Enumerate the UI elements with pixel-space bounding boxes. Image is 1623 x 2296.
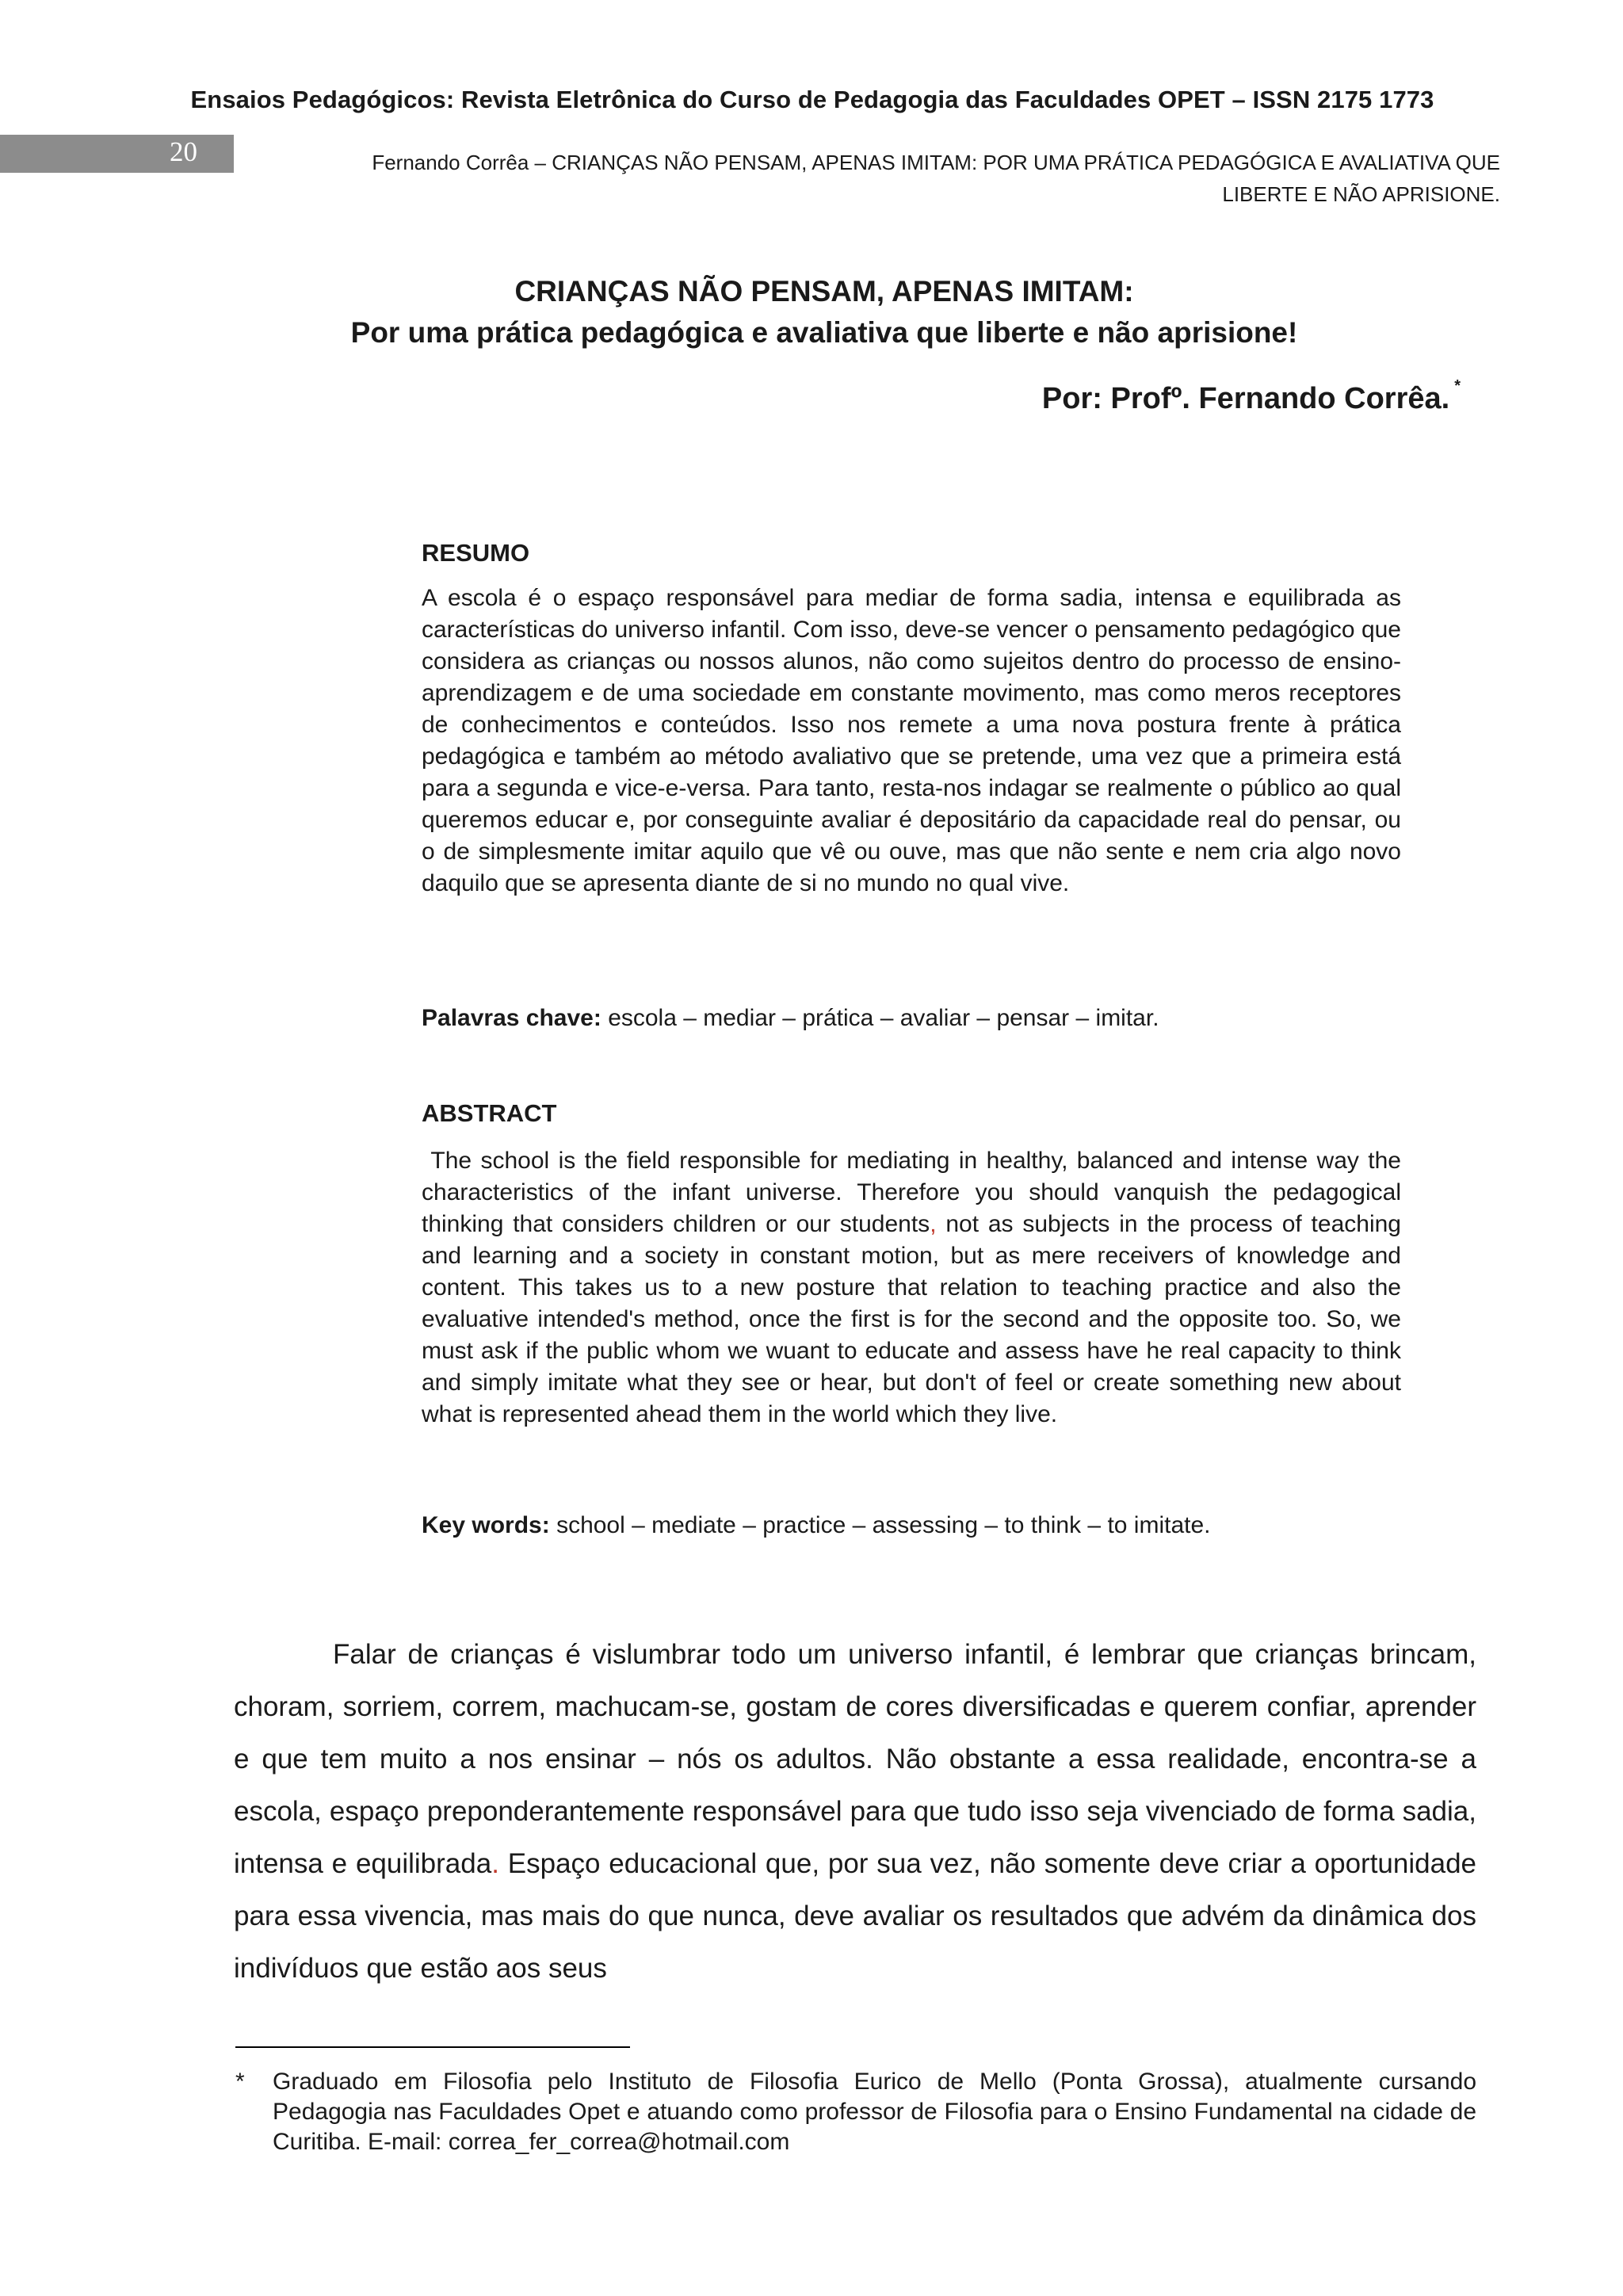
footnote <box>235 2067 1476 2157</box>
author-byline <box>1041 377 1461 416</box>
article-title <box>158 271 1490 353</box>
key-words-line <box>422 1510 1401 1541</box>
abstract-heading: ABSTRACT <box>422 1099 557 1127</box>
title-line-1: CRIANÇAS NÃO PENSAM, APENAS IMITAM: <box>514 275 1134 308</box>
key-words-label: Key words: <box>422 1512 550 1538</box>
palavras-chave-label: Palavras chave: <box>422 1005 601 1031</box>
title-line-2: Por uma prática pedagógica e avaliativa que liberte e não aprisione! <box>350 316 1298 349</box>
abstract-text-part-1: The school is the field responsible for mediating in healthy, balanced and intense way the characteristics of the infant universe. Therefore you should vanquish the pedagogical thinking that considers children or our students <box>422 1148 1401 1237</box>
footnote-reference-mark: * <box>1454 377 1461 395</box>
body-red-period: . <box>491 1848 499 1879</box>
footnote-divider <box>235 2046 630 2048</box>
palavras-chave-line <box>422 1003 1401 1034</box>
footnote-mark: * <box>235 2069 245 2095</box>
running-head: Fernando Corrêa – CRIANÇAS NÃO PENSAM, APENAS IMITAM: POR UMA PRÁTICA PEDAGÓGICA E AVALIATIVA QUE LIBERTE E NÃO APRISIONE. <box>372 151 1500 206</box>
page-number: 20 <box>170 136 197 167</box>
abstract-text-part-2: not as subjects in the process of teaching and learning and a society in constant motion, but as mere receivers of knowledge and content. This takes us to a new posture that relation to teaching practice and also the evaluative intended's method, once the first is for the second and the opposite too. So, we must ask if the public whom we wuant to educate and assess have he real capacity to think and simply imitate what they see or hear, but don't of feel or create something new about what is represented ahead them in the world which they live. <box>422 1211 1401 1427</box>
resumo-text: A escola é o espaço responsável para mediar de forma sadia, intensa e equilibrada as características do universo infantil. Com isso, deve-se vencer o pensamento pedagógico que considera as crianças ou nossos alunos, não como sujeitos dentro do processo de ensino-aprendizagem e de uma sociedade em constante movimento, mas como meros receptores de conhecimentos e conteúdos. Isso nos remete a uma nova postura frente à prática pedagógica e também ao método avaliativo que se pretende, uma vez que a primeira está para a segunda e vice-e-versa. Para tanto, resta-nos indagar se realmente o público ao qual queremos educar e, por conseguinte avaliar é depositário da capacidade real do pensar, ou o de simplesmente imitar aquilo que vê ou ouve, mas que não sente e nem cria algo novo daquilo que se apresenta diante de si no mundo no qual vive. <box>422 585 1401 896</box>
body-paragraph <box>234 1629 1476 1995</box>
palavras-chave-list: escola – mediar – prática – avaliar – pensar – imitar. <box>608 1005 1159 1031</box>
body-text-part-2: Espaço educacional que, por sua vez, não somente deve criar a oportunidade para essa vivencia, mas mais do que nunca, deve avaliar os resultados que advém da dinâmica dos indivíduos que estão aos seus <box>234 1848 1476 1984</box>
body-text-part-1: Falar de crianças é vislumbrar todo um universo infantil, é lembrar que crianças brincam, choram, sorriem, correm, machucam-se, gostam de cores diversificadas e querem confiar, aprender e que tem muito a nos ensinar – nós os adultos. Não obstante a essa realidade, encontra-se a escola, espaço preponderantemente responsável para que tudo isso seja vivenciado de forma sadia, intensa e equilibrada <box>234 1639 1476 1879</box>
journal-header: Ensaios Pedagógicos: Revista Eletrônica do Curso de Pedagogia das Faculdades OPET – ISSN 2175 1773 <box>190 86 1434 113</box>
byline-text: Por: Profº. Fernando Corrêa. <box>1041 382 1450 415</box>
abstract-red-comma: , <box>930 1211 937 1237</box>
abstract-text <box>422 1145 1401 1431</box>
key-words-list: school – mediate – practice – assessing – to think – to imitate. <box>556 1512 1211 1538</box>
page-number-bar <box>0 135 234 173</box>
footnote-text: Graduado em Filosofia pelo Instituto de Filosofia Eurico de Mello (Ponta Grossa), atualmente cursando Pedagogia nas Faculdades Opet e atuando como professor de Filosofia para o Ensino Fundamental na cidade de Curitiba. E-mail: correa_fer_correa@hotmail.com <box>273 2069 1476 2155</box>
resumo-heading: RESUMO <box>422 539 530 567</box>
